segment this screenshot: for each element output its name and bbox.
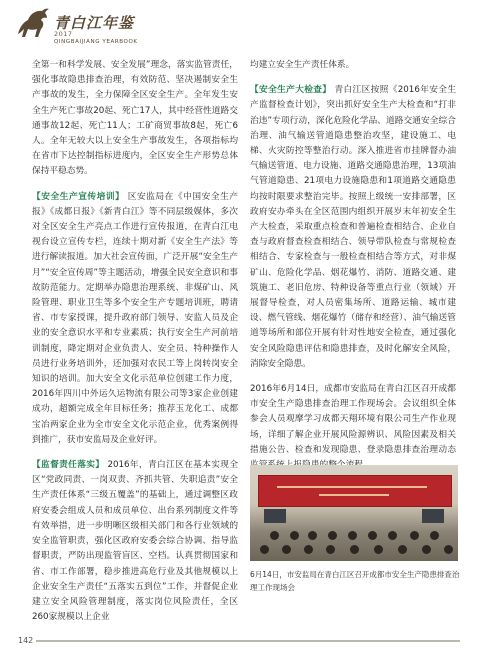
section-heading: 【安全生产宣传培训】: [32, 191, 125, 202]
paragraph-text: 全第一和科学发展、安全发展”理念，落实监管责任，强化事故隐患排查治理，有效防范、坚决遏制安全生产事故的发生，全力保障全区安全生产。全年发生安全生产死亡事故20起、死亡17人，其中经营性道路交通事故12起、死亡11人；工矿商贸事故8起，死亡6人。全年无较大以上安全生产事故发生，各项指标均在省市下达控制指标进度内，全区安全生产形势总体保持平稳态势。: [32, 60, 238, 177]
section-heading: 【安全生产大检查】: [250, 85, 332, 96]
screen-left: [264, 509, 286, 523]
page-footer-rule: [36, 640, 460, 642]
yearbook-header: [14, 6, 174, 50]
left-text-column: [32, 58, 238, 625]
section-heading: 【监督责任落实】: [32, 460, 105, 471]
yearbook-logo-year: 2017: [54, 30, 73, 38]
paragraph-inspection: [250, 83, 456, 372]
horse-logo-icon: [14, 6, 52, 40]
right-text-column: [250, 58, 456, 473]
paragraph-intro: [32, 58, 238, 180]
photo-caption: 6月14日，市安监局在青白江区召开成都市安全生产隐患排查治理工作现场会: [250, 570, 460, 592]
yearbook-logo-english: QINGBAIJIANG YEARBOOK: [54, 39, 138, 45]
paragraph-text: 2016年，青白江区在基本实现全区“党政同责、一岗双责、齐抓共管、失职追责”安全生产责任体系“三级五覆盖”的基础上，通过调整区政府安委会组成人员和成员单位、出台系列制度文件等有效举措，进一步明晰区级相关部门和各行业领域的安全监管职责，强化区政府安委会综合协调、指导监督职责，严防出现监管盲区、空档。认真贯彻国家和省、市工作部署，稳步推进高危行业及其他规模以上企业安全生产责任“五落实五到位”工作，并督促企业建立安全风险管理制度，落实岗位风险责任，全区260家规模以上企业: [32, 460, 239, 623]
yearbook-logo-chinese: 青白江年鉴: [54, 14, 135, 32]
paragraph-text: 2016年6月14日，成都市安监局在青白江区召开成都市安全生产隐患排查治理工作现场会。会议组织全体参会人员观摩学习成都天翔环境有限公司生产作业现场，详细了解企业开展风险源辨识、风险因素及相关措施公告、检查和发现隐患、登录隐患排查治理动态: [250, 384, 456, 455]
screen-right: [422, 509, 444, 523]
paragraph-text: 青白江区按照《2016年安全生产监督检查计划》，突出抓好安全生产大检查和“打非治违”专项行动，深化危险化学品、道路交通安全综合治理、油气输送管道隐患整治攻坚，建设施工、电梯、火灾防控等整治行动。深入推进省市挂牌督办油气输送管道、电力设施、道路交通隐患治理，13项油气管道隐患、21项电力设施隐患和1项道路交通隐患均按时限要求整治完毕。按照上级统一安排部署，区政府安办牵头在全区范围内组织开展岁末年初安全生产大检查，采取重点检查和普遍检查相结合、企业自查与政府督查检查相结合、领导带队检查与常规检查相结合、专家检查与一般检查相结合等方式，对非煤矿山、危险化学品、烟花爆竹、消防、道路交通、建筑施工、老旧危房、特种设备等重点行业（领域）开展督导检查，对人员密集场所、道路运输、城市建设、燃气管线、烟花爆竹（储存和经营）、油气输送管道等场所和部位开展有针对性地安全检查，通过强化安全风险隐患评估和隐患排查，及时化解安全风险，消除安全隐患。: [250, 85, 457, 369]
meeting-banner: [258, 475, 452, 507]
paragraph-text: 区安监局在《中国安全生产报》《成都日报》《新青白江》等不同层级媒体，多次对全区安全生产亮点工作进行宣传报道，在青白江电视台设立宣传专栏，连续十期对新《安全生产法》等进行解读报道。加大社会宣传面，广泛开展“安全生产月”“安全宣传周”等主题活动，增强全民安全意识和事故防范能力。定期举办隐患治理系统、非煤矿山、风险管理、职业卫生等多个安全生产专题培训班，聘请省、市专家授课，提升政府部门领导、安监人员及企业的安全意识水平和专业素质；执行安全生产河前培训制度，降定期对企业负责人、安全员、特种操作人员进行业务培训外，还加强对农民工等上岗转岗安全知识的培训。加大安全文化示范单位创建工作力度，2016年四川中外运久运物流有限公司等3家企业创建成功，超额完成全年目标任务；推荐玉龙化工、成都宝冶两家企业为全市安全文化示范企业，优秀案例得到推广，获市安监局及企业好评。: [32, 191, 239, 445]
meeting-photo: [250, 465, 458, 561]
paragraph-continued: [250, 58, 456, 73]
audience-row: [250, 545, 458, 553]
paragraph-responsibility: [32, 458, 238, 625]
paragraph-text: 均建立安全生产责任体系。: [250, 60, 355, 70]
page-number: 142: [18, 636, 34, 645]
audience-row: [250, 531, 458, 539]
paragraph-publicity-training: [32, 190, 238, 448]
paragraph-meeting: [250, 382, 456, 473]
